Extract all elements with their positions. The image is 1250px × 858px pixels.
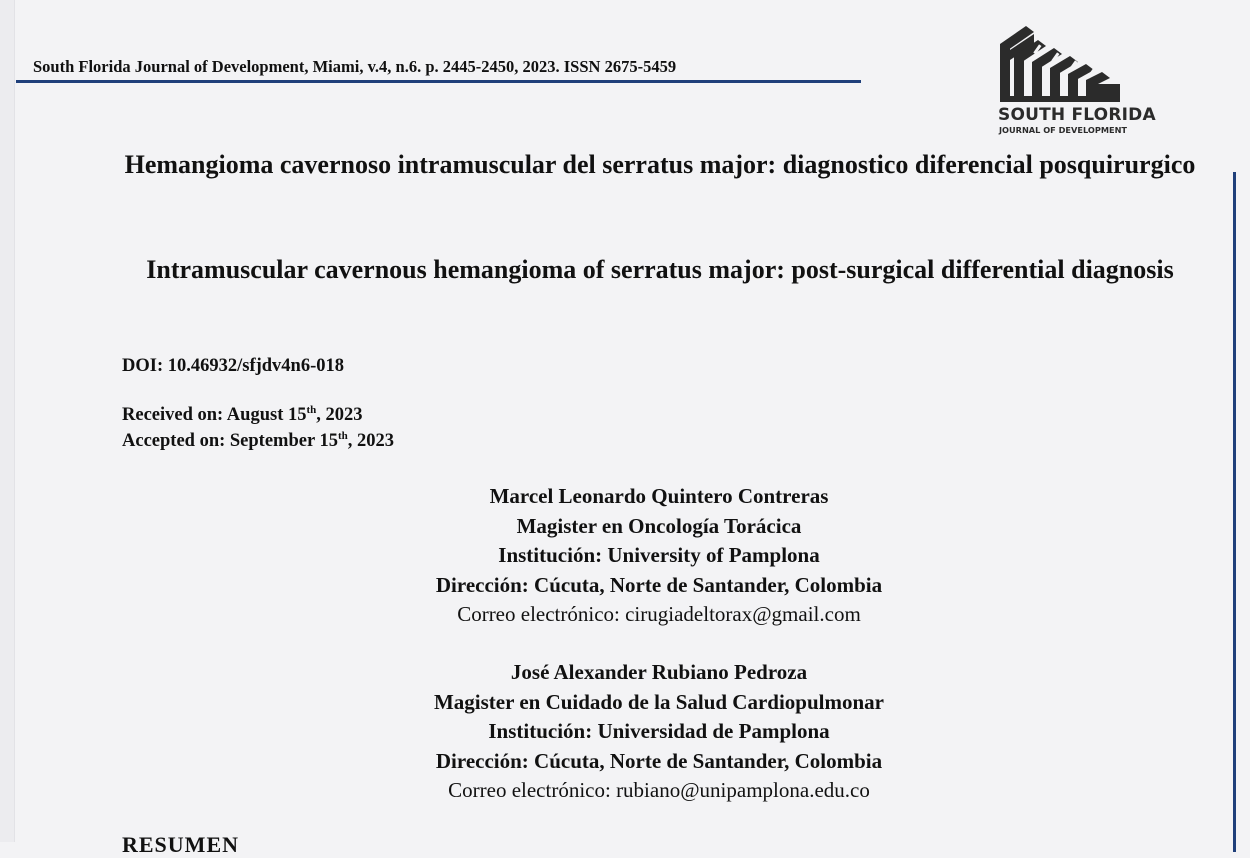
author-address: Dirección: Cúcuta, Norte de Santander, Colombia	[435, 748, 883, 773]
author-block	[359, 658, 959, 806]
journal-citation: South Florida Journal of Development, Miami, v.4, n.6. p. 2445-2450, 2023. ISSN 2675-5459	[33, 57, 677, 76]
received-suffix: , 2023	[316, 405, 363, 425]
doi: DOI: 10.46932/sfjdv4n6-018	[122, 356, 345, 376]
logo-subtitle: JOURNAL OF DEVELOPMENT	[999, 125, 1128, 135]
accepted-prefix: Accepted on: September 15	[122, 431, 338, 451]
logo-name: SOUTH FLORIDA	[998, 105, 1156, 125]
title-spanish: Hemangioma cavernoso intramuscular del serratus major: diagnostico diferencial posquirurgico	[124, 150, 1196, 179]
author-degree: Magister en Oncología Torácica	[516, 513, 802, 538]
author-degree: Magister en Cuidado de la Salud Cardiopulmonar	[433, 689, 884, 714]
author-name: José Alexander Rubiano Pedroza	[510, 660, 808, 684]
accepted-date	[122, 428, 394, 454]
page-edge	[0, 0, 15, 842]
author-name: Marcel Leonardo Quintero Contreras	[489, 484, 829, 508]
author-email[interactable]: Correo electrónico: cirugiadeltorax@gmail.com	[457, 602, 861, 626]
author-block	[359, 482, 959, 630]
title-english: Intramuscular cavernous hemangioma of serratus major: post-surgical differential diagnosis	[146, 255, 1174, 284]
journal-logo	[996, 22, 1171, 140]
accepted-ordinal: th	[337, 430, 348, 442]
author-institution: Institución: University of Pamplona	[498, 543, 820, 567]
received-date	[122, 402, 363, 428]
author-institution: Institución: Universidad de Pamplona	[488, 719, 830, 743]
section-heading-resumen: RESUMEN	[122, 832, 240, 857]
accepted-suffix: , 2023	[347, 431, 394, 451]
header-rule	[16, 80, 861, 83]
journal-logo-icon	[996, 22, 1171, 104]
author-email[interactable]: Correo electrónico: rubiano@unipamplona.edu.co	[448, 778, 870, 802]
author-address: Dirección: Cúcuta, Norte de Santander, Colombia	[435, 572, 883, 597]
received-prefix: Received on: August 15	[122, 405, 307, 425]
received-ordinal: th	[306, 404, 317, 416]
right-margin-rule	[1233, 172, 1236, 852]
